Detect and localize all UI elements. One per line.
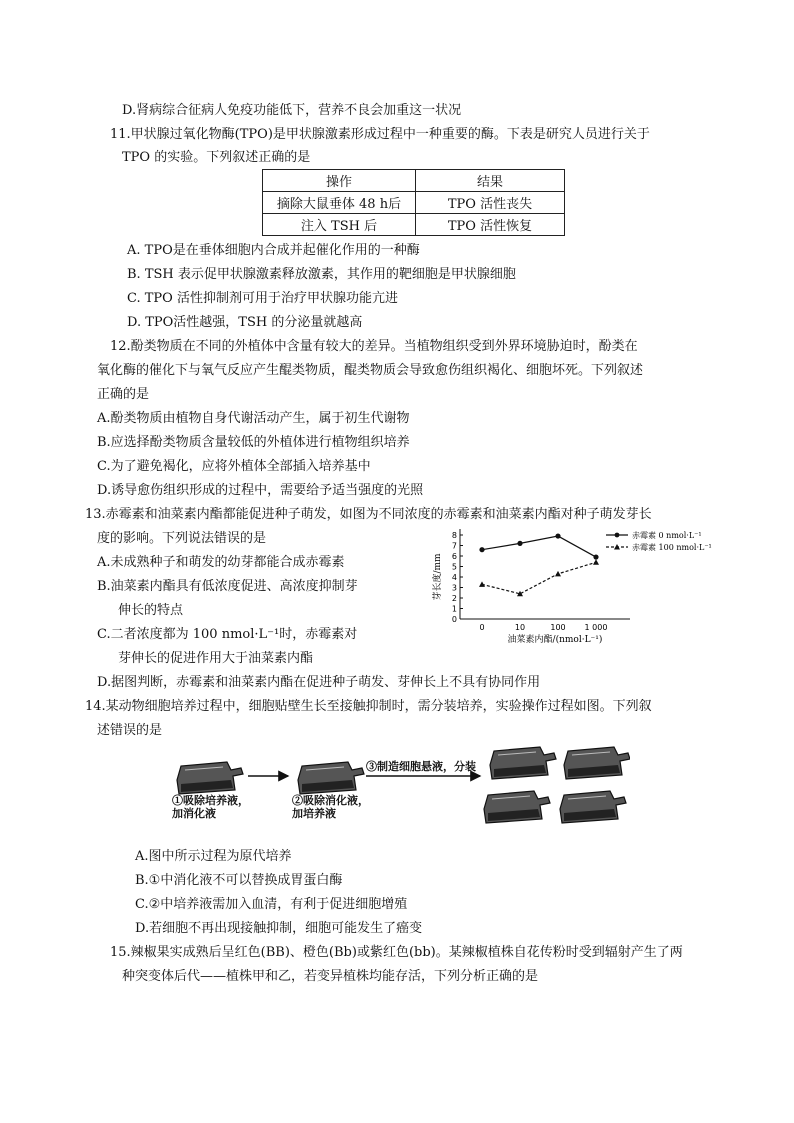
q12-option-a: A.酚类物质由植物自身代谢活动产生，属于初生代谢物 <box>97 411 410 426</box>
q14-option-c: C.②中培养液需加入血清，有利于促进细胞增殖 <box>135 897 408 912</box>
table-cell: 摘除大鼠垂体 48 h后 <box>263 192 416 214</box>
y-tick-label: 7 <box>451 541 457 551</box>
q13-option-a: A.未成熟种子和萌发的幼芽都能合成赤霉素 <box>97 555 345 570</box>
q11-option-c: C. TPO 活性抑制剂可用于治疗甲状腺功能亢进 <box>127 291 398 306</box>
data-point-circle <box>593 554 598 559</box>
flask-3 <box>490 747 556 779</box>
q12-option-d: D.诱导愈伤组织形成的过程中，需要给予适当强度的光照 <box>97 483 424 498</box>
flask-5 <box>484 791 550 823</box>
legend-marker <box>615 533 620 538</box>
data-point-circle <box>479 547 484 552</box>
y-tick-label: 1 <box>451 604 457 614</box>
table-cell: 注入 TSH 后 <box>263 214 416 236</box>
x-tick-label: 10 <box>514 623 526 632</box>
legend-label: 赤霉素 0 nmol·L⁻¹ <box>632 531 702 540</box>
q11-option-a: A. TPO是在垂体细胞内合成并起催化作用的一种酶 <box>127 243 420 258</box>
step1-label-1: ①吸除培养液， <box>172 794 249 807</box>
y-tick-label: 8 <box>451 531 457 540</box>
q13-option-b-2: 伸长的特点 <box>118 603 184 618</box>
q13-stem-2: 度的影响。下列说法错误的是 <box>97 531 267 546</box>
legend-marker <box>614 544 620 550</box>
table-cell: TPO 活性丧失 <box>416 192 565 214</box>
data-point-triangle <box>479 581 485 587</box>
q12-stem-3: 正确的是 <box>97 387 150 402</box>
q10-option-d: D.肾病综合征病人免疫功能低下，营养不良会加重这一状况 <box>122 103 462 118</box>
data-point-circle <box>555 533 560 538</box>
q13-stem-1: 13.赤霉素和油菜素内酯都能促进种子萌发，如图为不同浓度的赤霉素和油菜素内酯对种子萌发芽长 <box>85 507 652 522</box>
q15-stem-1: 15.辣椒果实成熟后呈红色(BB)、橙色(Bb)或紫红色(bb)。某辣椒植株自花传粉时受到辐射产生了两 <box>110 945 683 960</box>
table-header-row <box>263 170 565 192</box>
q13-option-d: D.据图判断，赤霉素和油菜素内酯在促进种子萌发、芽伸长上不具有协同作用 <box>97 675 541 690</box>
q14-stem-2: 述错误的是 <box>97 723 163 738</box>
table-header-cell: 操作 <box>263 170 416 192</box>
q11-stem-2: TPO 的实验。下列叙述正确的是 <box>122 150 311 165</box>
q14-option-a: A.图中所示过程为原代培养 <box>135 849 292 864</box>
table-row <box>263 192 565 214</box>
x-tick-label: 1 000 <box>584 623 608 632</box>
q12-stem-2: 氧化酶的催化下与氧气反应产生醌类物质，醌类物质会导致愈伤组织褐化、细胞坏死。下列叙述 <box>97 363 644 378</box>
y-tick-label: 4 <box>451 573 457 582</box>
flask-6 <box>560 791 626 823</box>
q11-option-b: B. TSH 表示促甲状腺激素释放激素，其作用的靶细胞是甲状腺细胞 <box>127 267 516 282</box>
y-tick-label: 3 <box>451 583 457 593</box>
step2-label-1: ②吸除消化液， <box>292 794 369 807</box>
q11-stem-1: 11.甲状腺过氧化物酶(TPO)是甲状腺激素形成过程中一种重要的酶。下表是研究人员进行关于 <box>110 127 650 142</box>
q14-option-b: B.①中消化液不可以替换成胃蛋白酶 <box>135 873 343 888</box>
q12-option-c: C.为了避免褐化，应将外植体全部插入培养基中 <box>97 459 371 474</box>
data-point-triangle <box>593 559 599 565</box>
q14-option-d: D.若细胞不再出现接触抑制，细胞可能发生了癌变 <box>135 921 423 936</box>
series-line <box>482 536 596 557</box>
data-point-triangle <box>555 571 561 577</box>
y-tick-label: 6 <box>451 552 457 561</box>
x-axis-label: 油菜素内酯/(nmol·L⁻¹) <box>507 635 603 645</box>
tpo-table <box>262 169 565 236</box>
x-tick-label: 100 <box>550 623 566 632</box>
q12-stem-1: 12.酚类物质在不同的外植体中含量有较大的差异。当植物组织受到外界环境胁迫时，酚类在 <box>110 339 638 354</box>
y-axis-label: 芽长度/mm <box>433 553 443 601</box>
flask-2 <box>298 762 364 794</box>
x-tick-label: 0 <box>479 623 485 632</box>
table-header-cell: 结果 <box>416 170 565 192</box>
y-tick-label: 5 <box>451 562 457 572</box>
step1-label-2: 加消化液 <box>172 807 216 820</box>
cell-culture-diagram <box>170 742 630 837</box>
data-point-circle <box>517 541 522 546</box>
y-tick-label: 0 <box>451 615 457 624</box>
q11-option-d: D. TPO活性越强，TSH 的分泌量就越高 <box>127 315 363 330</box>
q13-option-b-1: B.油菜素内酯具有低浓度促进、高浓度抑制芽 <box>97 579 358 594</box>
step3-label: ③制造细胞悬液，分装 <box>366 760 476 773</box>
table-row <box>263 214 565 236</box>
table-cell: TPO 活性恢复 <box>416 214 565 236</box>
series-line <box>482 562 596 594</box>
step2-label-2: 加培养液 <box>292 807 336 820</box>
flask-4 <box>564 747 630 779</box>
legend-label: 赤霉素 100 nmol·L⁻¹ <box>632 543 712 552</box>
q13-option-c-2: 芽伸长的促进作用大于油菜素内酯 <box>118 651 314 666</box>
q14-stem-1: 14.某动物细胞培养过程中，细胞贴壁生长至接触抑制时，需分装培养，实验操作过程如图。下列叙 <box>85 699 652 714</box>
q12-option-b: B.应选择酚类物质含量较低的外植体进行植物组织培养 <box>97 435 410 450</box>
y-tick-label: 2 <box>451 594 457 603</box>
bud-length-line-chart <box>428 527 728 647</box>
flask-1 <box>177 762 243 794</box>
q13-option-c-1: C.二者浓度都为 100 nmol·L⁻¹时，赤霉素对 <box>97 627 358 642</box>
q15-stem-2: 种突变体后代——植株甲和乙，若变异植株均能存活，下列分析正确的是 <box>122 969 539 984</box>
